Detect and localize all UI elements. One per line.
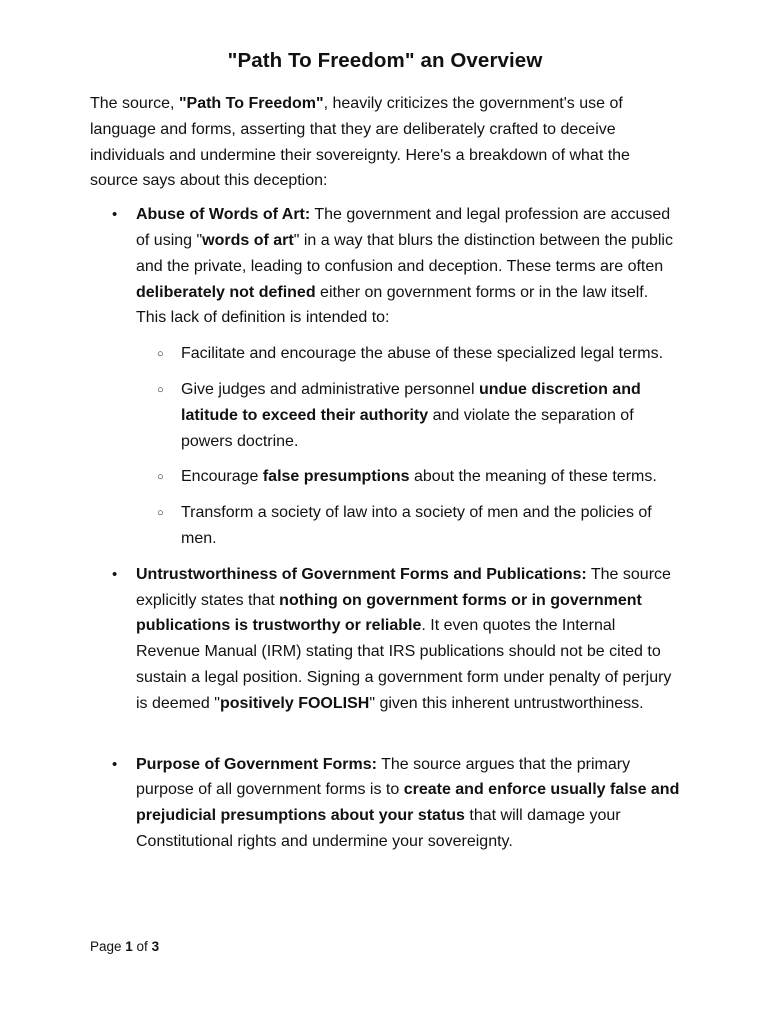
bullet-text: " given this inherent untrustworthiness.	[369, 694, 644, 712]
bullet-text: that will damage your Constitutional rights and undermine your sovereignty.	[136, 807, 621, 850]
bullet-item-purpose-of-forms	[90, 752, 680, 855]
intro-text-1: The source,	[90, 95, 179, 112]
page-label: Page	[90, 939, 126, 954]
main-bullet-list	[90, 202, 680, 855]
current-page-number: 1	[125, 939, 133, 954]
intro-paragraph	[90, 91, 680, 194]
sub-bullet-item	[136, 464, 680, 490]
sub-bullet-text: Encourage	[181, 468, 263, 486]
sub-bullet-bold: undue discretion and latitude to exceed their authority	[181, 380, 641, 424]
sub-bullet-list	[136, 341, 680, 552]
of-label: of	[132, 939, 152, 954]
page-footer	[90, 938, 159, 956]
bullet-icon: •	[112, 206, 118, 224]
bullet-bold: nothing on government forms or in government publications is trustworthy or reliable	[136, 591, 642, 635]
sub-bullet-item	[136, 377, 680, 454]
sub-bullet-text: and violate the separation of powers doctrine.	[181, 406, 634, 450]
circle-bullet-icon: ○	[157, 471, 164, 484]
bullet-text: . It even quotes the Internal Revenue Manual (IRM) stating that IRS publications should not be cited to sustain a legal position. Signing a government form under penalty of perjury is deemed "	[136, 617, 672, 712]
bullet-icon: •	[112, 755, 118, 773]
bullet-item-untrustworthiness	[90, 562, 680, 717]
bullet-bold: create and enforce usually false and prejudicial presumptions about your status	[136, 781, 680, 825]
bullet-lead: Untrustworthiness of Government Forms and Publications:	[136, 565, 587, 583]
circle-bullet-icon: ○	[157, 507, 164, 520]
bullet-lead: Abuse of Words of Art:	[136, 206, 311, 224]
bullet-text: The government and legal profession are accused of using "	[136, 206, 671, 249]
bullet-text: " in a way that blurs the distinction between the public and the private, leading to confusion and deception. These terms are often	[136, 231, 673, 275]
bullet-icon: •	[112, 565, 118, 583]
sub-bullet-bold: false presumptions	[262, 468, 410, 486]
sub-bullet-text: Facilitate and encourage the abuse of these specialized legal terms.	[181, 345, 664, 363]
sub-bullet-item	[136, 341, 680, 367]
bullet-bold: deliberately not defined	[136, 283, 316, 301]
bullet-bold: positively FOOLISH	[219, 694, 370, 712]
bullet-lead: Purpose of Government Forms:	[136, 755, 377, 773]
sub-bullet-text: Give judges and administrative personnel	[181, 380, 479, 398]
sub-bullet-text: about the meaning of these terms.	[409, 468, 657, 486]
circle-bullet-icon: ○	[157, 348, 164, 361]
circle-bullet-icon: ○	[157, 383, 164, 396]
sub-bullet-item	[136, 500, 680, 552]
bullet-text: either on government forms or in the law itself. This lack of definition is intended to:	[136, 283, 649, 327]
bullet-item-words-of-art	[90, 202, 680, 552]
bullet-text: The source explicitly states that	[136, 565, 671, 609]
total-pages-number: 3	[151, 939, 160, 954]
bullet-text: The source argues that the primary purpose of all government forms is to	[136, 755, 631, 799]
intro-bold-source: "Path To Freedom"	[178, 95, 324, 112]
intro-text-2: , heavily criticizes the government's use of language and forms, asserting that they are deliberately crafted to deceive individuals and undermine their sovereignty. Here's a breakdown of what the source says about this deception:	[90, 95, 630, 190]
bullet-bold: words of art	[202, 231, 294, 249]
sub-bullet-text: Transform a society of law into a society of men and the policies of men.	[181, 504, 652, 547]
page-title: "Path To Freedom" an Overview	[227, 49, 543, 72]
